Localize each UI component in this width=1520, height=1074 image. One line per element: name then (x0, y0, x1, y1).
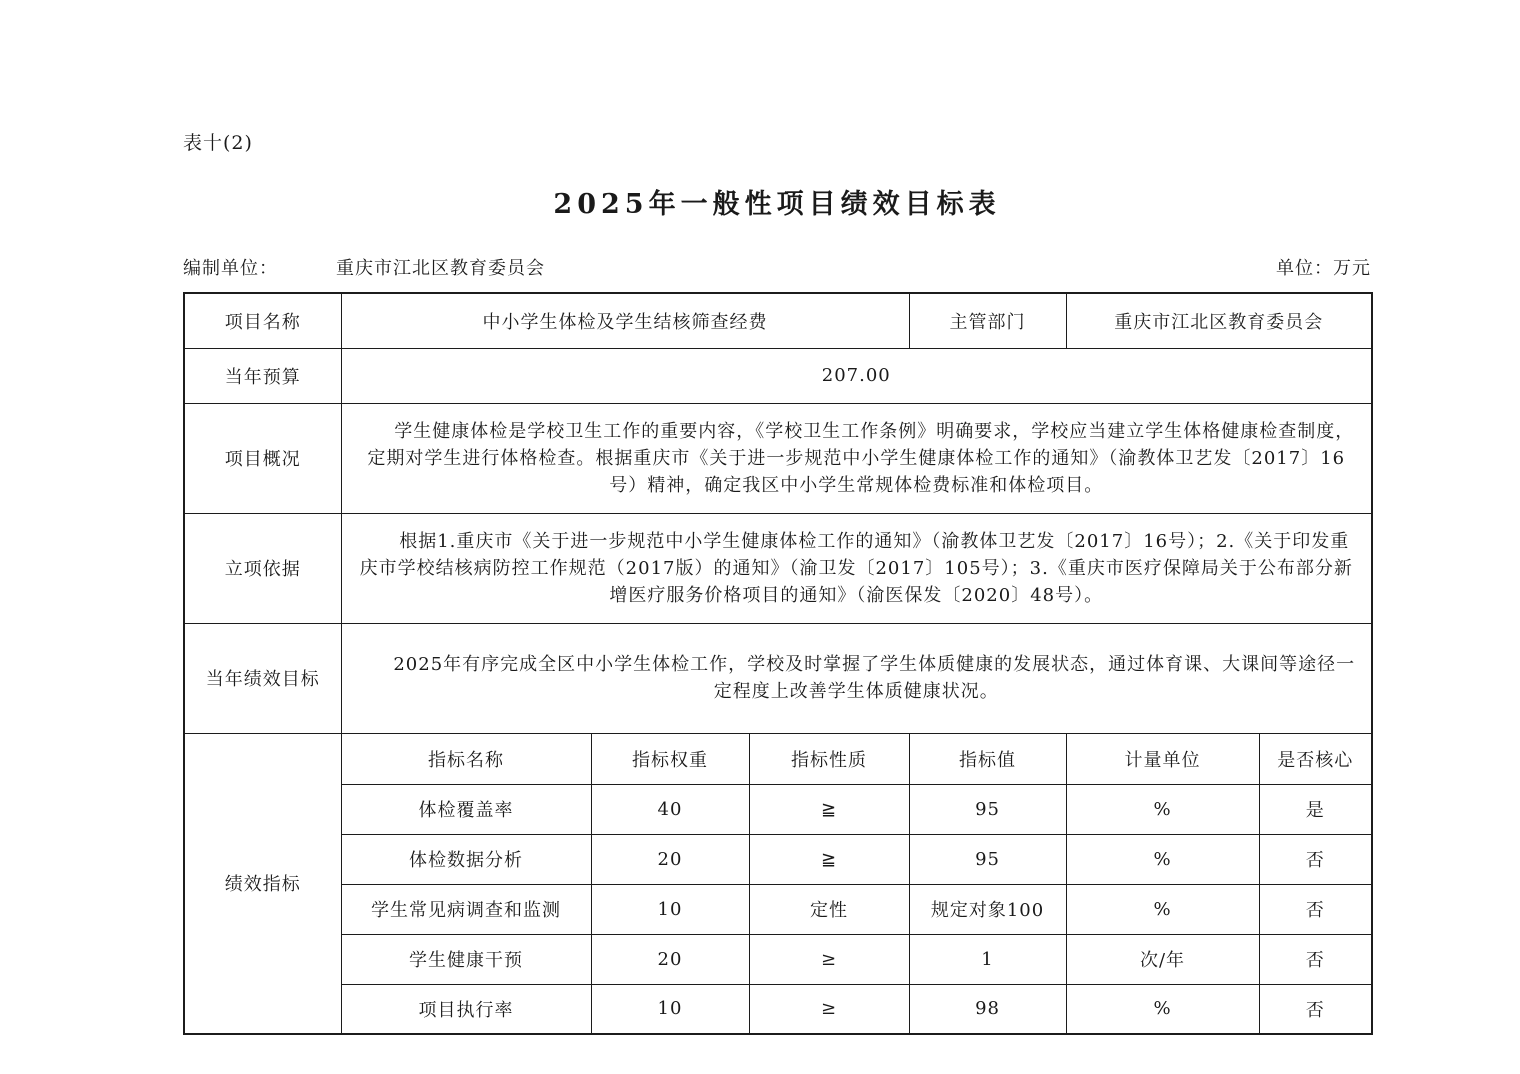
overview-paragraph: 学生健康体检是学校卫生工作的重要内容，《学校卫生工作条例》明确要求，学校应当建立学生体格健康检查制度，定期对学生进行体格检查。根据重庆市《关于进一步规范中小学生健康体检工作的通知》（渝教体卫艺发〔2017〕16号）精神，确定我区中小学生常规体检费标准和体检项目。 (367, 420, 1355, 496)
header-indicator-unit: 计量单位 (1066, 733, 1259, 784)
indicator-core: 否 (1259, 984, 1372, 1034)
table-row (184, 293, 1372, 348)
indicators-label: 绩效指标 (184, 733, 341, 1034)
header-indicator-weight: 指标权重 (591, 733, 749, 784)
indicator-value: 98 (909, 984, 1066, 1034)
indicator-weight: 10 (591, 984, 749, 1034)
indicator-name: 学生常见病调查和监测 (341, 884, 591, 934)
indicator-name: 学生健康干预 (341, 934, 591, 984)
budget-label: 当年预算 (184, 348, 341, 403)
performance-target-table (183, 292, 1373, 1035)
indicator-unit: 次/年 (1066, 934, 1259, 984)
indicator-name: 体检覆盖率 (341, 784, 591, 834)
budget-value: 207.00 (341, 348, 1372, 403)
indicator-value: 95 (909, 834, 1066, 884)
indicator-nature: ≥ (749, 934, 909, 984)
indicator-core: 否 (1259, 884, 1372, 934)
meta-row (183, 254, 1371, 280)
indicator-unit: % (1066, 984, 1259, 1034)
header-indicator-value: 指标值 (909, 733, 1066, 784)
goal-label: 当年绩效目标 (184, 623, 341, 733)
indicator-row (184, 934, 1372, 984)
table-row (184, 348, 1372, 403)
indicator-value: 规定对象100 (909, 884, 1066, 934)
prepared-by-value: 重庆市江北区教育委员会 (336, 258, 545, 279)
unit-label: 单位：万元 (1276, 258, 1371, 279)
indicator-nature: ≧ (749, 834, 909, 884)
table-number-label: 表十(2) (183, 132, 253, 154)
overview-label: 项目概况 (184, 403, 341, 513)
indicator-weight: 20 (591, 834, 749, 884)
indicator-row (184, 834, 1372, 884)
dept-value: 重庆市江北区教育委员会 (1066, 293, 1372, 348)
indicator-weight: 10 (591, 884, 749, 934)
header-indicator-core: 是否核心 (1259, 733, 1372, 784)
indicator-row (184, 884, 1372, 934)
table-row (184, 623, 1372, 733)
indicator-nature: ≥ (749, 984, 909, 1034)
project-name-label: 项目名称 (184, 293, 341, 348)
project-name-value: 中小学生体检及学生结核筛查经费 (341, 293, 909, 348)
indicator-header-row (184, 733, 1372, 784)
indicator-core: 是 (1259, 784, 1372, 834)
indicator-row (184, 984, 1372, 1034)
indicator-unit: % (1066, 834, 1259, 884)
table-row (184, 513, 1372, 623)
indicator-nature: ≧ (749, 784, 909, 834)
header-indicator-nature: 指标性质 (749, 733, 909, 784)
table-row (184, 403, 1372, 513)
basis-paragraph: 根据1.重庆市《关于进一步规范中小学生健康体检工作的通知》（渝教体卫艺发〔2017〕16号）；2.《关于印发重庆市学校结核病防控工作规范（2017版）的通知》（渝卫发〔2017〕105号）；3.《重庆市医疗保障局关于公布部分新增医疗服务价格项目的通知》（渝医保发〔2020〕48号）。 (359, 530, 1353, 606)
indicator-core: 否 (1259, 934, 1372, 984)
header-indicator-name: 指标名称 (341, 733, 591, 784)
indicator-value: 1 (909, 934, 1066, 984)
indicator-name: 项目执行率 (341, 984, 591, 1034)
overview-text (341, 403, 1372, 513)
indicator-weight: 20 (591, 934, 749, 984)
indicator-unit: % (1066, 884, 1259, 934)
basis-text (341, 513, 1372, 623)
goal-paragraph: 2025年有序完成全区中小学生体检工作，学校及时掌握了学生体质健康的发展状态，通过体育课、大课间等途径一定程度上改善学生体质健康状况。 (393, 654, 1356, 702)
indicator-unit: % (1066, 784, 1259, 834)
indicator-weight: 40 (591, 784, 749, 834)
indicator-core: 否 (1259, 834, 1372, 884)
prepared-by-label: 编制单位： (183, 258, 278, 279)
dept-label: 主管部门 (909, 293, 1066, 348)
indicator-nature: 定性 (749, 884, 909, 934)
indicator-row (184, 784, 1372, 834)
page-title: 2025年一般性项目绩效目标表 (553, 189, 1001, 220)
indicator-name: 体检数据分析 (341, 834, 591, 884)
basis-label: 立项依据 (184, 513, 341, 623)
goal-text (341, 623, 1372, 733)
indicator-value: 95 (909, 784, 1066, 834)
